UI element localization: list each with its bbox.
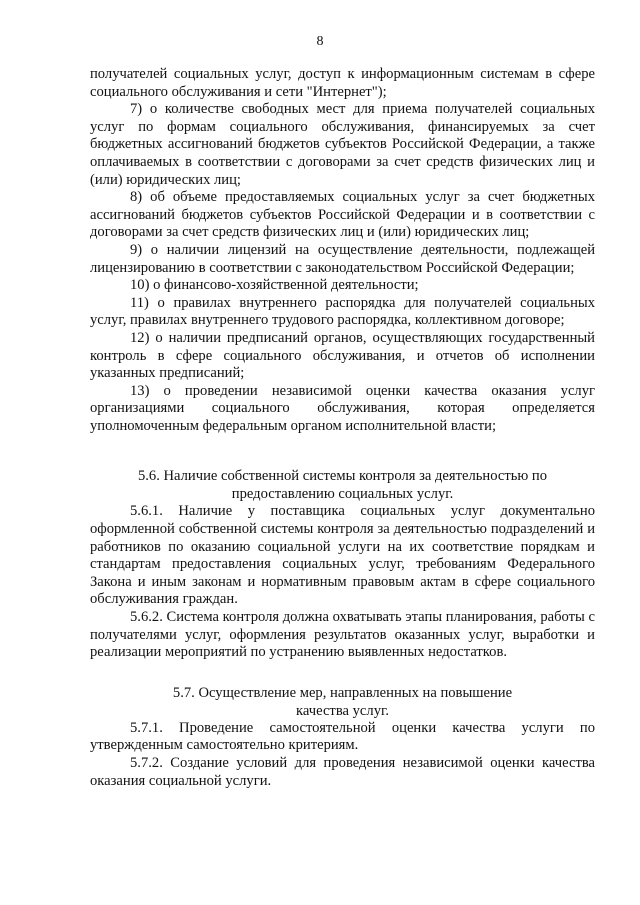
paragraph-item-8: 8) об объеме предоставляемых социальных услуг за счет бюджетных ассигнований бюджетов субъектов Российской Федерации и в соответствии с договорами за счет средств физических лиц и (или) юридических лиц; [90,189,595,241]
paragraph-5-6-2: 5.6.2. Система контроля должна охватывать этапы планирования, работы с получателями услуг, оформления результатов оказанных услуг, выработки и реализации мероприятий по устранению выявленных недостатков. [90,609,595,661]
paragraph-item-7: 7) о количестве свободных мест для приема получателей социальных услуг по формам социального обслуживания, финансируемых за счет бюджетных ассигнований бюджетов субъектов Российской Федерации, а также оплачиваемых в соответствии с договорами за счет средств физических лиц и (или) юридических лиц; [90,101,595,188]
spacer [90,662,595,684]
page-number: 8 [316,34,324,49]
spacer [90,435,595,467]
paragraph-item-13: 13) о проведении независимой оценки качества оказания услуг организациями социального обслуживания, которая определяется уполномоченным федеральным органом исполнительной власти; [90,382,595,434]
paragraph-item-10: 10) о финансово-хозяйственной деятельности; [130,277,419,294]
document-body [90,66,595,790]
section-heading-5-7-line2: качества услуг. [296,702,389,719]
section-heading-5-6-line2: предоставлению социальных услуг. [231,486,454,503]
paragraph-5-7-1: 5.7.1. Проведение самостоятельной оценки качества услуги по утвержденным самостоятельно критериям. [90,719,595,754]
paragraph-5-6-1: 5.6.1. Наличие у поставщика социальных услуг документально оформленной собственной системы контроля за деятельностью подразделений и работников по оказанию социальной услуги на их соответствие порядкам и стандартам предоставления социальных услуг, требованиям Федерального Закона и иным законам и нормативным правовым актам в сфере социального обслуживания граждан. [90,503,595,608]
paragraph-item-9: 9) о наличии лицензий на осуществление деятельности, подлежащей лицензированию в соответствии с законодательством Российской Федерации; [90,241,595,276]
paragraph-continuation: получателей социальных услуг, доступ к информационным системам в сфере социального обслуживания и сети "Интернет"); [90,66,595,100]
section-heading-5-6-line1: 5.6. Наличие собственной системы контроля за деятельностью по [137,468,548,485]
paragraph-item-12: 12) о наличии предписаний органов, осуществляющих государственный контроль в сфере социального обслуживания, и отчетов об исполнении указанных предписаний; [90,329,595,382]
section-heading-5-7-line1: 5.7. Осуществление мер, направленных на повышение [172,684,513,701]
paragraph-item-11: 11) о правилах внутреннего распорядка для получателей социальных услуг, правилах внутреннего трудового распорядка, коллективном договоре; [90,294,595,329]
paragraph-5-7-2: 5.7.2. Создание условий для проведения независимой оценки качества оказания социальной услуги. [90,755,595,789]
